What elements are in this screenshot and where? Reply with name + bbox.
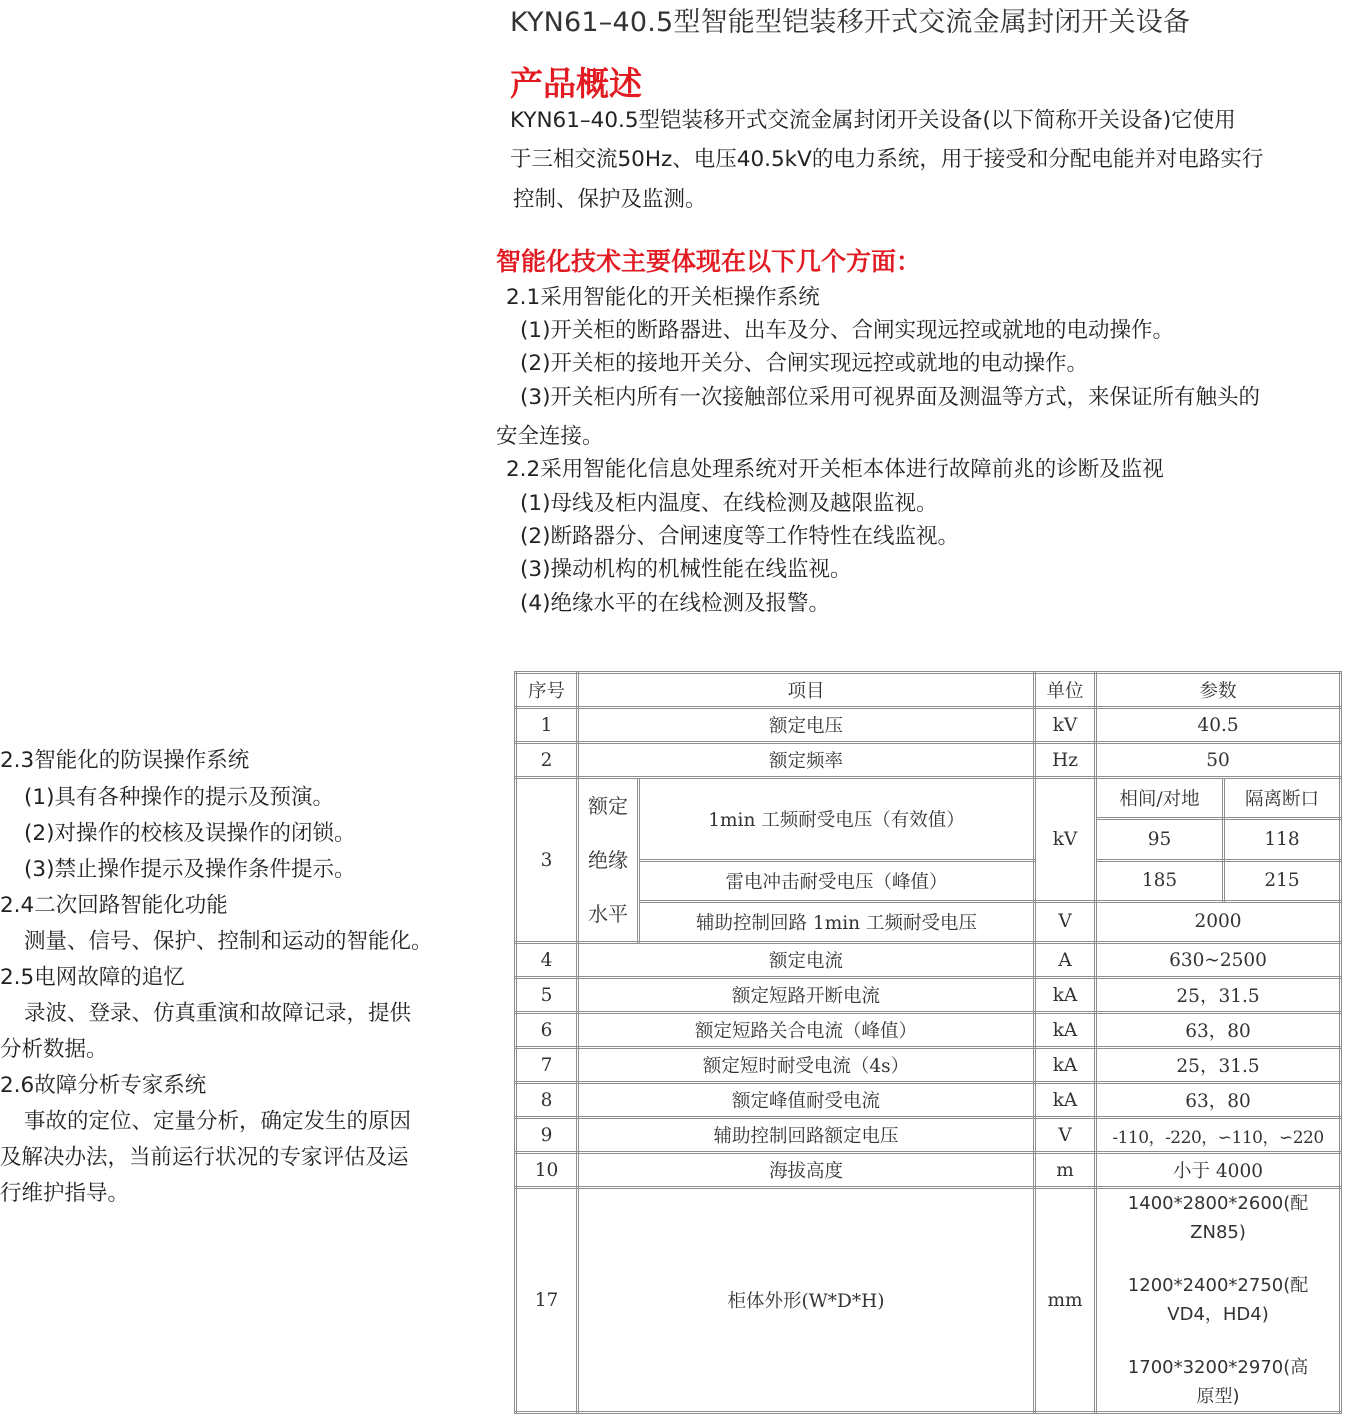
tech-line-3: (2)开关柜的接地开关分、合闸实现远控或就地的电动操作。 — [520, 351, 1088, 376]
row-value: 63，80 — [1096, 1083, 1341, 1118]
row-item: 1min 工频耐受电压（有效值） — [639, 778, 1035, 861]
left-line-13: 行维护指导。 — [0, 1181, 130, 1206]
row-unit: Hz — [1035, 743, 1096, 778]
row-item: 海拔高度 — [578, 1153, 1035, 1188]
subheader-phase: 相间/对地 — [1096, 778, 1224, 819]
spec-table — [514, 671, 1342, 1414]
tech-line-1: 2.1采用智能化的开关柜操作系统 — [506, 285, 820, 310]
row-value: 185 — [1096, 860, 1224, 901]
row-no: 1 — [516, 708, 578, 743]
table-row — [516, 978, 1341, 1013]
row-value: 95 — [1096, 819, 1224, 860]
left-line-11: 事故的定位、定量分析，确定发生的原因 — [24, 1109, 412, 1134]
row-unit: kA — [1035, 1013, 1096, 1048]
left-line-9: 分析数据。 — [0, 1037, 108, 1062]
row-item: 辅助控制回路 1min 工频耐受电压 — [639, 901, 1035, 942]
tech-heading: 智能化技术主要体现在以下几个方面： — [496, 247, 922, 276]
row-no: 7 — [516, 1048, 578, 1083]
dim-line-4: VD4，HD4) — [1167, 1304, 1269, 1325]
table-row — [516, 1118, 1341, 1153]
table-row — [516, 743, 1341, 778]
row-item: 额定短路开断电流 — [578, 978, 1035, 1013]
row-item: 额定短路关合电流（峰值） — [578, 1013, 1035, 1048]
row-value: 25，31.5 — [1096, 1048, 1341, 1083]
table-row — [516, 1048, 1341, 1083]
group-label-1: 额定 — [588, 794, 628, 818]
tech-line-5: 安全连接。 — [496, 424, 604, 449]
row-value: 25，31.5 — [1096, 978, 1341, 1013]
row-no: 5 — [516, 978, 578, 1013]
overview-heading: 产品概述 — [510, 64, 642, 103]
header-param: 参数 — [1096, 673, 1341, 708]
dim-line-1: 1400*2800*2600(配 — [1127, 1193, 1309, 1214]
group-label-2: 绝缘 — [588, 848, 628, 872]
row-no: 10 — [516, 1153, 578, 1188]
row-unit: kV — [1035, 708, 1096, 743]
row-no: 8 — [516, 1083, 578, 1118]
row-unit: kV — [1035, 778, 1096, 902]
row-value: 40.5 — [1096, 708, 1341, 743]
dim-line-5: 1700*3200*2970(高 — [1127, 1357, 1309, 1378]
table-row — [516, 901, 1341, 942]
tech-line-2: (1)开关柜的断路器进、出车及分、合闸实现远控或就地的电动操作。 — [520, 318, 1174, 343]
row-value: 215 — [1224, 860, 1341, 901]
row-no: 9 — [516, 1118, 578, 1153]
table-header-row — [516, 673, 1341, 708]
row-unit: kA — [1035, 1083, 1096, 1118]
dim-line-3: 1200*2400*2750(配 — [1127, 1275, 1309, 1296]
table-row-insulation — [516, 778, 1341, 819]
dimensions-value — [1096, 1188, 1341, 1413]
page-title: KYN61–40.5型智能型铠装移开式交流金属封闭开关设备 — [510, 7, 1191, 38]
row-value: 630~2500 — [1096, 943, 1341, 978]
row-no: 2 — [516, 743, 578, 778]
row-item: 额定频率 — [578, 743, 1035, 778]
tech-line-8: (2)断路器分、合闸速度等工作特性在线监视。 — [520, 524, 959, 549]
row-unit: A — [1035, 943, 1096, 978]
row-no: 17 — [516, 1188, 578, 1413]
overview-line-2: 于三相交流50Hz、电压40.5kV的电力系统，用于接受和分配电能并对电路实行 — [510, 147, 1264, 172]
table-row — [516, 708, 1341, 743]
row-value: 50 — [1096, 743, 1341, 778]
header-no: 序号 — [516, 673, 578, 708]
row-unit: m — [1035, 1153, 1096, 1188]
left-line-3: (2)对操作的校核及误操作的闭锁。 — [24, 821, 356, 846]
row-no: 3 — [516, 778, 578, 943]
row-item: 额定峰值耐受电流 — [578, 1083, 1035, 1118]
dim-line-6: 原型) — [1196, 1386, 1240, 1407]
row-item: 辅助控制回路额定电压 — [578, 1118, 1035, 1153]
subheader-isolation: 隔离断口 — [1224, 778, 1341, 819]
overview-line-1: KYN61–40.5型铠装移开式交流金属封闭开关设备(以下简称开关设备)它使用 — [510, 108, 1236, 133]
left-line-8: 录波、登录、仿真重演和故障记录，提供 — [24, 1001, 412, 1026]
row-item: 柜体外形(W*D*H) — [578, 1188, 1035, 1413]
row-item: 雷电冲击耐受电压（峰值） — [639, 860, 1035, 901]
table-row — [516, 1153, 1341, 1188]
left-line-1: 2.3智能化的防误操作系统 — [0, 748, 250, 773]
table-row — [516, 1013, 1341, 1048]
left-line-10: 2.6故障分析专家系统 — [0, 1073, 207, 1098]
table-row — [516, 1083, 1341, 1118]
tech-line-9: (3)操动机构的机械性能在线监视。 — [520, 557, 852, 582]
table-row-dimensions — [516, 1188, 1341, 1413]
row-item: 额定电压 — [578, 708, 1035, 743]
header-unit: 单位 — [1035, 673, 1096, 708]
row-unit: kA — [1035, 1048, 1096, 1083]
row-item: 额定短时耐受电流（4s） — [578, 1048, 1035, 1083]
overview-line-3: 控制、保护及监测。 — [513, 187, 707, 212]
left-line-2: (1)具有各种操作的提示及预演。 — [24, 785, 334, 810]
row-item: 额定电流 — [578, 943, 1035, 978]
left-line-5: 2.4二次回路智能化功能 — [0, 893, 228, 918]
row-unit: V — [1035, 1118, 1096, 1153]
tech-line-10: (4)绝缘水平的在线检测及报警。 — [520, 591, 830, 616]
row-unit: V — [1035, 901, 1096, 942]
row-value: 118 — [1224, 819, 1341, 860]
dim-line-2: ZN85) — [1190, 1222, 1246, 1243]
table-row — [516, 943, 1341, 978]
tech-line-7: (1)母线及柜内温度、在线检测及越限监视。 — [520, 491, 938, 516]
tech-line-6: 2.2采用智能化信息处理系统对开关柜本体进行故障前兆的诊断及监视 — [506, 457, 1164, 482]
row-no: 6 — [516, 1013, 578, 1048]
left-line-6: 测量、信号、保护、控制和运动的智能化。 — [24, 929, 433, 954]
tech-line-4: (3)开关柜内所有一次接触部位采用可视界面及测温等方式，来保证所有触头的 — [520, 385, 1260, 410]
row-value: 63，80 — [1096, 1013, 1341, 1048]
table-row — [516, 860, 1341, 901]
group-label-3: 水平 — [588, 902, 628, 926]
left-line-4: (3)禁止操作提示及操作条件提示。 — [24, 857, 356, 882]
left-line-7: 2.5电网故障的追忆 — [0, 965, 185, 990]
row-unit: kA — [1035, 978, 1096, 1013]
insulation-group-label — [578, 778, 639, 943]
row-unit: mm — [1035, 1188, 1096, 1413]
row-no: 4 — [516, 943, 578, 978]
header-item: 项目 — [578, 673, 1035, 708]
row-value: 小于 4000 — [1096, 1153, 1341, 1188]
left-line-12: 及解决办法，当前运行状况的专家评估及运 — [0, 1145, 409, 1170]
row-value: 2000 — [1096, 901, 1341, 942]
row-value: -110，-220，∽110，∽220 — [1096, 1118, 1341, 1153]
